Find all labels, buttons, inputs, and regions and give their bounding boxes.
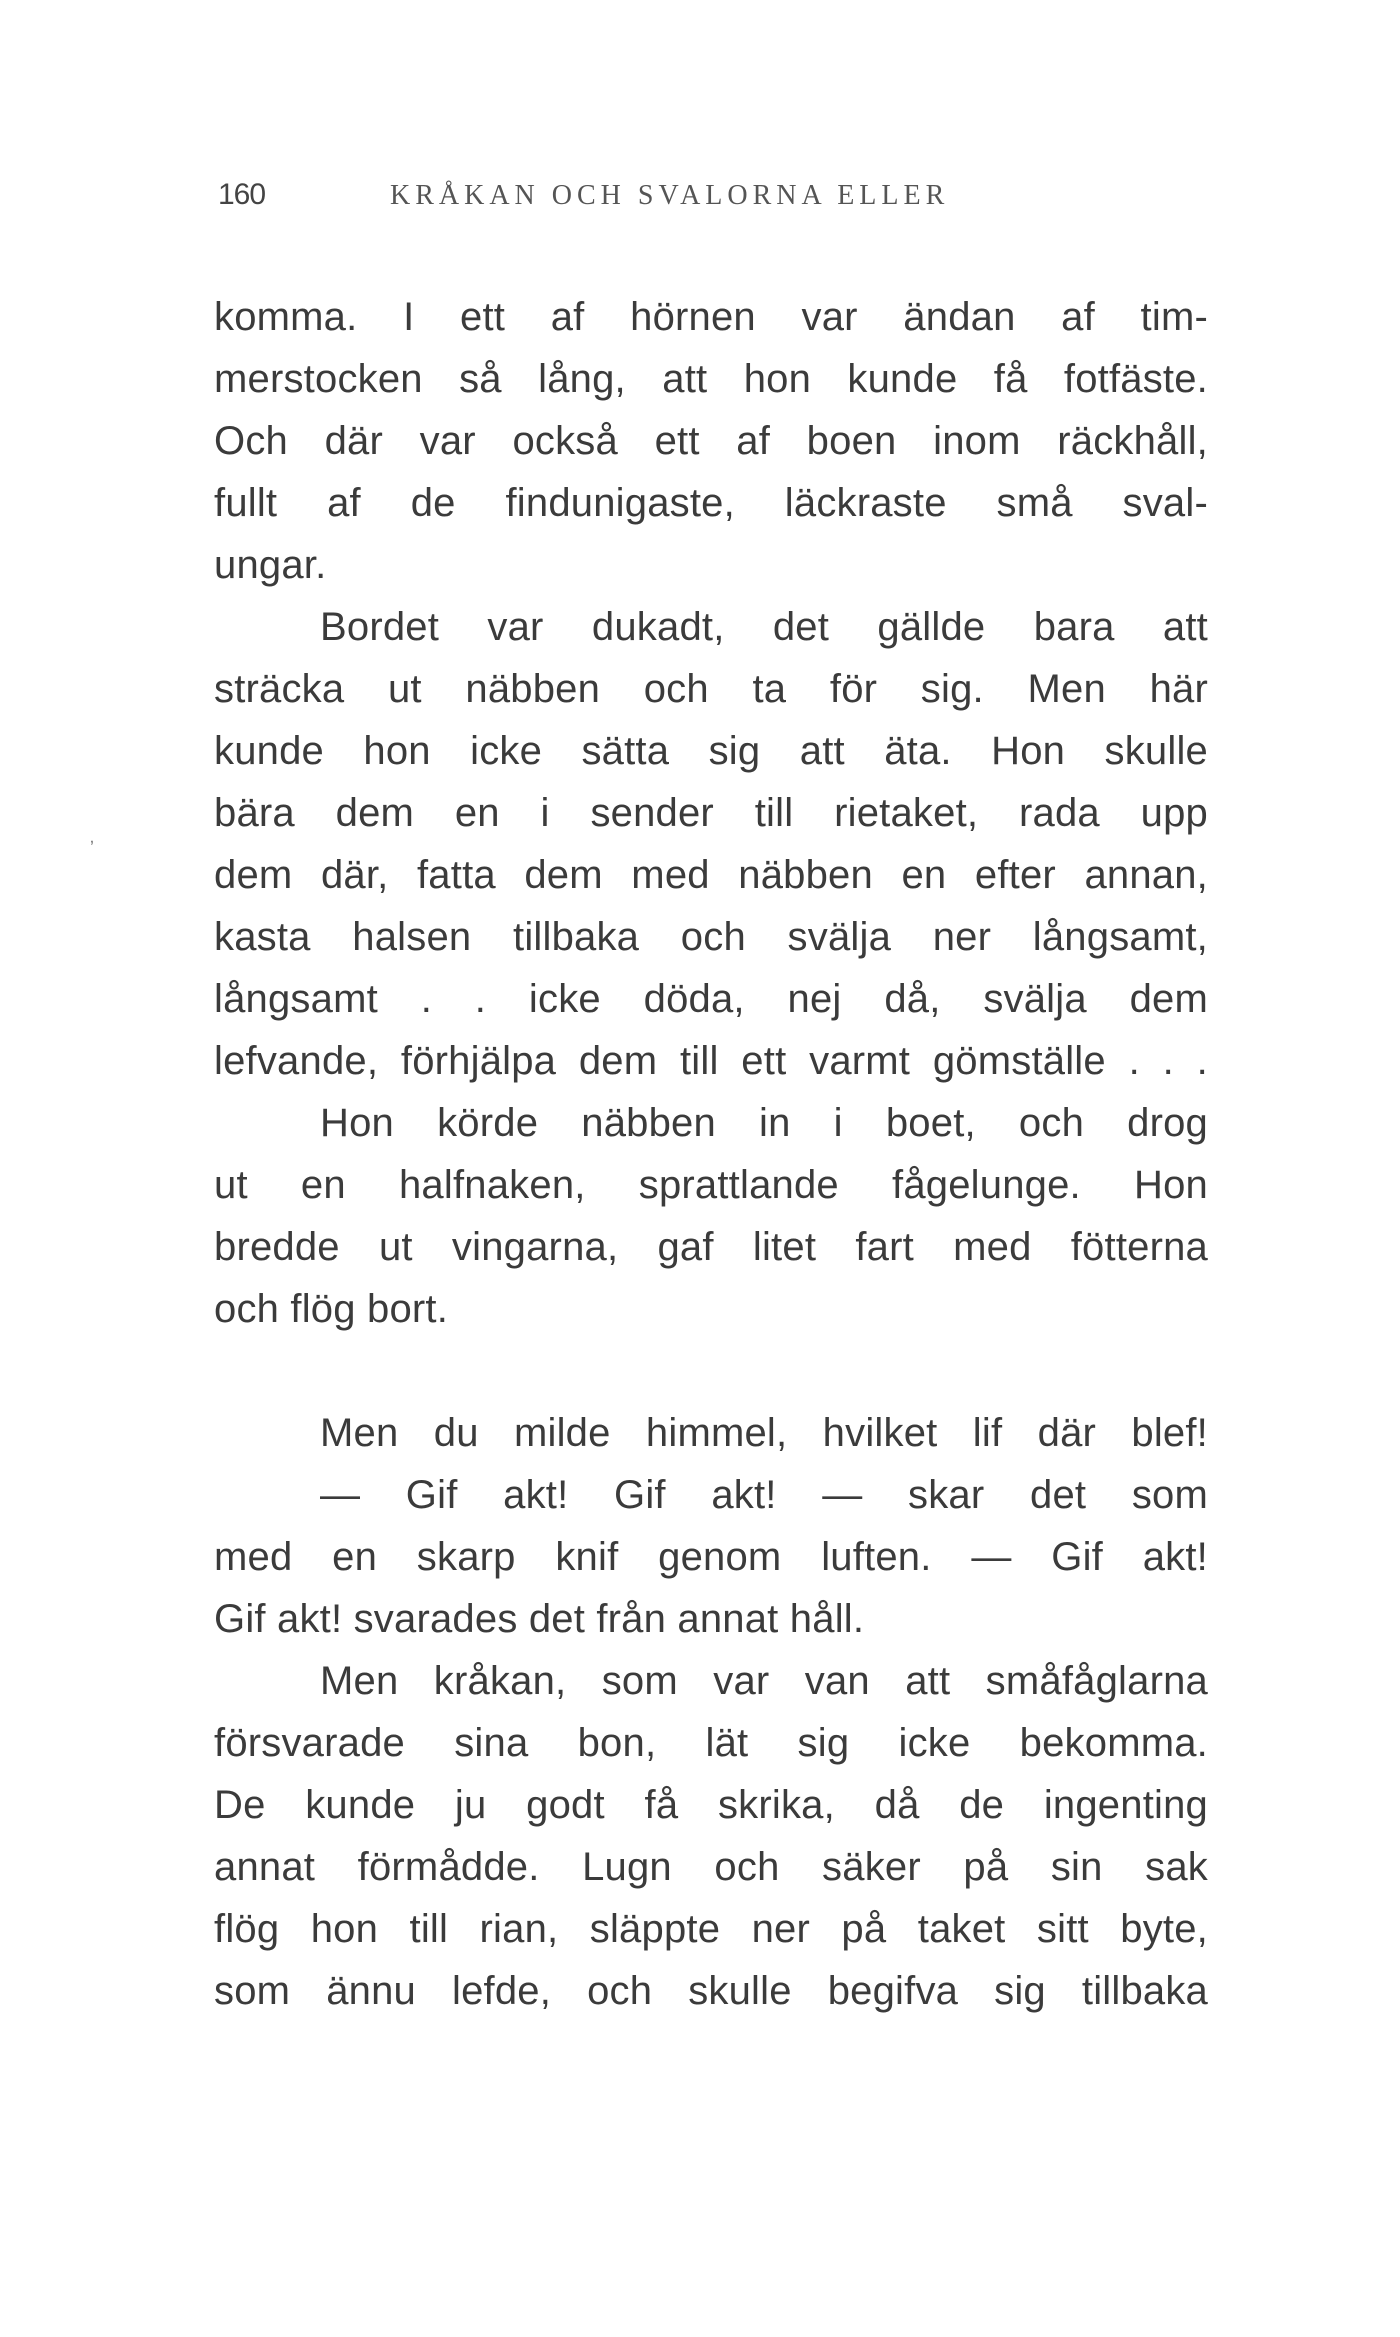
text-line: De kunde ju godt få skrika, då de ingenting [214,1783,1208,1827]
running-title: KRÅKAN OCH SVALORNA ELLER [390,180,950,211]
text-line: bära dem en i sender till rietaket, rada upp [214,791,1208,835]
text-line: långsamt . . icke döda, nej då, svälja dem [214,977,1208,1021]
text-line: lefvande, förhjälpa dem till ett varmt gömställe . . . [214,1039,1208,1083]
text-line: annat förmådde. Lugn och säker på sin sak [214,1845,1208,1889]
text-line: Men du milde himmel, hvilket lif där blef! [320,1411,1208,1455]
text-line: försvarade sina bon, lät sig icke bekomma. [214,1721,1208,1765]
text-line: kasta halsen tillbaka och svälja ner långsamt, [214,915,1208,959]
text-line: Bordet var dukadt, det gällde bara att [320,605,1208,649]
text-line: merstocken så lång, att hon kunde få fotfäste. [214,357,1208,401]
page-number: 160 [218,178,266,211]
body-text [214,286,1208,2022]
text-line: flög hon till rian, släppte ner på taket sitt byte, [214,1907,1208,1951]
paragraph-gap [214,1340,1208,1402]
text-line: ungar. [214,543,327,587]
text-line: Men kråkan, som var van att småfåglarna [320,1659,1208,1703]
text-line: fullt af de findunigaste, läckraste små sval- [214,481,1208,525]
text-line: kunde hon icke sätta sig att äta. Hon skulle [214,729,1208,773]
text-line: ut en halfnaken, sprattlande fågelunge. Hon [214,1163,1208,1207]
running-head [218,178,1208,228]
text-line: sträcka ut näbben och ta för sig. Men här [214,667,1208,711]
text-line: Hon körde näbben in i boet, och drog [320,1101,1208,1145]
text-line: Och där var också ett af boen inom räckhåll, [214,419,1208,463]
stray-ink-mark: ʼ [90,838,94,858]
text-line: och flög bort. [214,1287,449,1331]
text-line: bredde ut vingarna, gaf litet fart med fötterna [214,1225,1208,1269]
text-line: komma. I ett af hörnen var ändan af tim- [214,295,1208,339]
text-line: som ännu lefde, och skulle begifva sig tillbaka [214,1969,1208,2013]
text-line: Gif akt! svarades det från annat håll. [214,1597,865,1641]
text-line: — Gif akt! Gif akt! — skar det som [320,1473,1208,1517]
text-line: dem där, fatta dem med näbben en efter annan, [214,853,1208,897]
text-line: med en skarp knif genom luften. — Gif akt! [214,1535,1208,1579]
